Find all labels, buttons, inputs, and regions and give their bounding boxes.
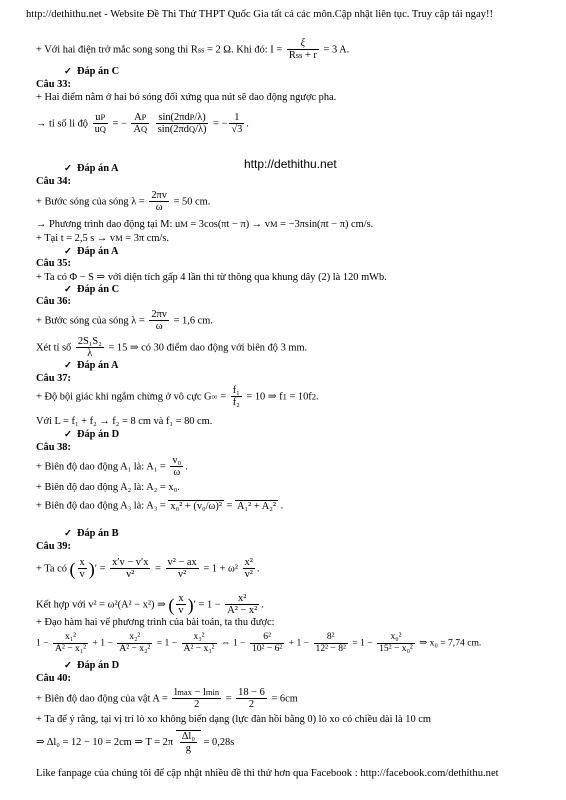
check-icon: ✓ bbox=[64, 529, 72, 539]
formula-line: + Bước sóng của sóng λ = $\frac{2\pi v}{\omega}$ = 50 cm. bbox=[36, 190, 211, 214]
watermark: http://dethithu.net bbox=[244, 157, 337, 171]
formula-line: ⇒ Δl₀ = 12 − 10 = 2cm ⇒ T = 2π $\frac{\text{Δl₀}}{g}$ = 0,28s bbox=[36, 731, 235, 755]
answer-line: ✓ Đáp án A bbox=[64, 246, 119, 257]
formula-line: + Bước sóng của sóng λ = $\frac{2\pi v}{\omega}$ = 1,6 cm. bbox=[36, 309, 213, 333]
check-icon: ✓ bbox=[64, 247, 72, 257]
formula-line: Kết hợp với v² = ω²(A² − x²) ⇒ ( $\frac{x}{v}$ )′ = 1 − $\frac{\text{x²}}{\text{A² − x²}}$ . bbox=[36, 593, 264, 617]
answer-line: ✓ Đáp án C bbox=[64, 284, 120, 295]
check-icon: ✓ bbox=[64, 285, 72, 295]
text-line: → Phương trình dao động tại M: uM = 3cos(πt − π) → vM = −3πsin(πt − π) cm/s. bbox=[36, 219, 374, 230]
text-line: + Đạo hàm hai vế phương trình của bài toán, ta thu được: bbox=[36, 617, 275, 628]
question-label: Câu 36: bbox=[36, 296, 71, 307]
formula-line: → tỉ số li độ $\frac{uP}{uQ}$ = − $\frac{AP}{AQ}$ sin(2πdP/λ) sin(2πdQ/λ) = − $\frac{1}{√3}$ . bbox=[36, 112, 249, 136]
text-line: + Ta có Φ − S ⇒ với diện tích gấp 4 lần thì từ thông qua khung dây (2) là 120 mWb. bbox=[36, 272, 387, 283]
page-header: http://dethithu.net - Website Đề Thi Thử THPT Quốc Gia tất cả các môn.Cập nhật liên tục. Truy cập tải ngay!! bbox=[26, 9, 493, 20]
answer-line: ✓ Đáp án D bbox=[64, 660, 120, 671]
check-icon: ✓ bbox=[64, 164, 72, 174]
question-label: Câu 40: bbox=[36, 673, 71, 684]
answer-line: ✓ Đáp án D bbox=[64, 429, 120, 440]
question-label: Câu 35: bbox=[36, 258, 71, 269]
formula-line: + Biên độ dao động A₃ là: A₃ = x₀² + (v₀/ω)² = A₁² + A₂² . bbox=[36, 500, 284, 512]
text-line: + Với hai điện trở mắc song song thì Rss = 2 Ω. Khi đó: I = ξ Rss + r = 3 A. bbox=[36, 38, 350, 62]
check-icon: ✓ bbox=[64, 361, 72, 371]
question-label: Câu 38: bbox=[36, 442, 71, 453]
answer-line: ✓ Đáp án C bbox=[64, 66, 120, 77]
text-line: + Hai điểm nằm ở hai bó sóng đối xứng qua nút sẽ dao động ngược pha. bbox=[36, 92, 337, 103]
answer-line: ✓ Đáp án B bbox=[64, 528, 119, 539]
formula-line: 1 − $\frac{\text{x₁²}}{\text{A² − x₁²}}$ + 1 − $\frac{\text{x₂²}}{\text{A² − x₂²}}$ = 1 − $\frac{\text{x₃²}}{\text{A² − x₃²}}$ ⇔ 1 − $\frac{\text{6²}}{\text{10² − 6²}}$ + 1 − $\frac{\text{8²}}{\text{12² − 8²}}$ = 1 − $\frac{\text{x₀²}}{\text{15² − x₀²}}$ ⇒ x₀ = 7,74 cm. bbox=[36, 631, 482, 654]
text-line: + Ta để ý rằng, tại vị trí lò xo không biến dạng (lực đàn hồi bằng 0) lò xo có chiều dài là 10 cm bbox=[36, 714, 431, 725]
formula-line: + Biên độ dao động của vật A = lmax − lmin 2 = $\frac{18 - 6}{2}$ = 6cm bbox=[36, 687, 298, 711]
formula-line: Xét tỉ số $\frac{\text{2S₁S₂}}{\lambda}$ = 15 ⇒ có 30 điểm dao động với biên độ 3 mm. bbox=[36, 336, 308, 360]
text-line: + Biên độ dao động A₂ là: A₂ = x₀. bbox=[36, 482, 180, 493]
question-label: Câu 39: bbox=[36, 541, 71, 552]
formula-line: + Độ bội giác khi ngắm chừng ở vô cực G∞ = $\frac{\text{f₁}}{\text{f₂}}$ = 10 ⇒ f1 = 10f2. bbox=[36, 385, 319, 409]
check-icon: ✓ bbox=[64, 67, 72, 77]
formula-line: + Biên độ dao động A₁ là: A₁ = $\frac{\text{v₀}}{\omega}$ . bbox=[36, 455, 188, 479]
answer-line: ✓ Đáp án A bbox=[64, 163, 119, 174]
question-label: Câu 37: bbox=[36, 373, 71, 384]
formula-line: + Ta có ( $\frac{x}{v}$ )′ = $\frac{x'v - v'x}{\text{v²}}$ = $\frac{\text{v² − ax}}{\text{v²}}$ = 1 + ω² $\frac{\text{x²}}{\text{v²}}$ . bbox=[36, 557, 260, 581]
text-line: + Tại t = 2,5 s → vM = 3π cm/s. bbox=[36, 233, 169, 244]
answer-line: ✓ Đáp án A bbox=[64, 360, 119, 371]
question-label: Câu 34: bbox=[36, 176, 71, 187]
text-line: Với L = f₁ + f₂ → f₂ = 8 cm và f₁ = 80 cm. bbox=[36, 416, 213, 427]
check-icon: ✓ bbox=[64, 430, 72, 440]
question-label: Câu 33: bbox=[36, 79, 71, 90]
page-footer: Like fanpage của chúng tôi để cập nhật nhiều đề thi thử hơn qua Facebook : http://facebook.com/dethithu.net bbox=[36, 768, 499, 779]
check-icon: ✓ bbox=[64, 661, 72, 671]
